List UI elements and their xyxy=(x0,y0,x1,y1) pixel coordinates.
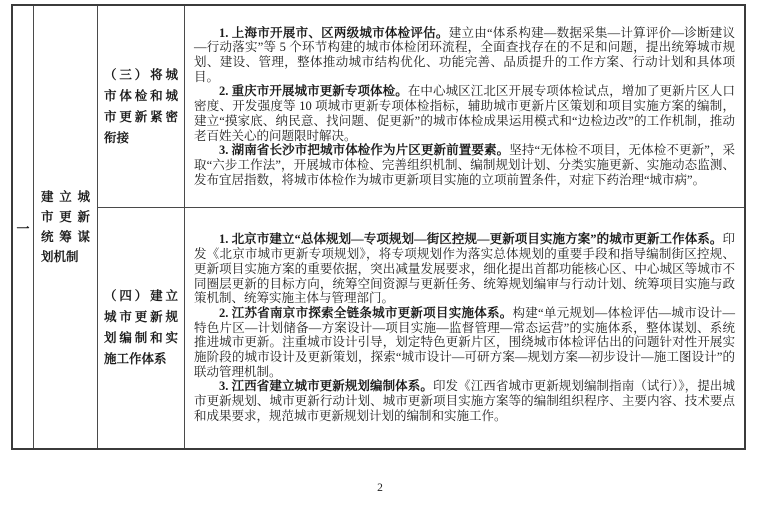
subsection-title-cell-4 xyxy=(98,208,185,448)
section-row-4 xyxy=(98,208,744,448)
paragraph-lead: 2. 重庆市开展城市更新专项体检。 xyxy=(219,84,408,99)
paragraph xyxy=(194,143,735,187)
paragraph xyxy=(194,306,735,380)
paragraph xyxy=(194,379,735,423)
category-cell xyxy=(34,6,98,448)
paragraph-body: 坚持“无体检不项目，无体检不更新”，采取“六步工作法”，开展城市体检、完善组织机制、编制规划计划、分类实施更新、实施动态监测、发布宜居指数，将城市体检作为城市更新项目实施的立项前置条件，对症下药治理“城市病”。 xyxy=(194,143,735,187)
paragraph xyxy=(194,232,735,306)
page-number: 2 xyxy=(377,482,383,494)
paragraph-body: 在中心城区江北区开展专项体检试点，增加了更新片区人口密度、开发强度等 10 项城市更新专项体检指标，辅助城市更新片区策划和项目实施方案的编制，建立“摸家底、纳民意、找问题、促更新”的城市体检成果运用模式和“边检边改”的工作机制，推动老百姓关心的问题限时解决。 xyxy=(194,84,735,143)
content-cell-3 xyxy=(185,6,744,207)
subsection-title-cell-3 xyxy=(98,6,185,207)
paragraph-lead: 3. 江西省建立城市更新规划编制体系。 xyxy=(219,379,433,394)
paragraph-lead: 1. 北京市建立“总体规划—专项规划—街区控规—更新项目实施方案”的城市更新工作体系。 xyxy=(219,232,723,247)
paragraph-body: 印发《北京市城市更新专项规划》，将专项规划作为落实总体规划的重要手段和指导编制街区控规、更新项目实施方案的重要依据，突出减量发展要求，细化提出首都功能核心区、中心城区等城市不同圈层更新的目标方向，统筹空间资源与更新任务、统筹规划编审与行动计划、统筹项目实施与政策机制、统筹实施主体与管理部门。 xyxy=(194,232,735,306)
paragraph xyxy=(194,26,735,85)
subsection-title-3: （三）将城市体检和城市更新紧密衔接 xyxy=(104,67,178,145)
paragraph-body: 印发《江西省城市更新规划编制指南（试行）》，提出城市更新规划、城市更新行动计划、城市更新项目实施方案等的编制组织程序、主要内容、技术要点和成果要求，规范城市更新规划计划的编制和实施工作。 xyxy=(194,379,735,423)
content-cell-4 xyxy=(185,208,744,448)
paragraph xyxy=(194,84,735,143)
serial-number-cell xyxy=(13,6,34,448)
section-row-3 xyxy=(98,6,744,208)
subsection-title-4: （四）建立城市更新规划编制和实施工作体系 xyxy=(104,289,178,366)
paragraph-lead: 2. 江苏省南京市探索全链条城市更新项目实施体系。 xyxy=(219,305,513,320)
category-title: 建立城市更新统筹谋划机制 xyxy=(41,190,90,264)
paragraph-body: 构建“单元规划—体检评估—城市设计—特色片区—计划储备—方案设计—项目实施—监督管理—常态运营”的实施体系，整体谋划、系统推进城市更新。注重城市设计引导，划定特色更新片区，围绕城市体检评估出的问题针对性开展实施阶段的城市设计及更新策划，探索“城市设计—可研方案—规划方案—初步设计—施工图设计”的联动管理机制。 xyxy=(194,305,735,379)
paragraph-lead: 3. 湖南省长沙市把城市体检作为片区更新前置要素。 xyxy=(219,143,510,158)
paragraph-body: 建立由“体系构建—数据采集—计算评价—诊断建议—行动落实”等 5 个环节构建的城市体检闭环流程，全面查找存在的不足和问题，提出统筹城市规划、建设、管理，整体推动城市结构优化、功能完善、品质提升的工作方案、行动计划和具体项目。 xyxy=(194,25,735,84)
table-right-area xyxy=(98,6,744,448)
serial-number: 一 xyxy=(16,220,30,236)
paragraph-lead: 1. 上海市开展市、区两级城市体检评估。 xyxy=(219,25,449,40)
policy-table xyxy=(11,4,746,450)
